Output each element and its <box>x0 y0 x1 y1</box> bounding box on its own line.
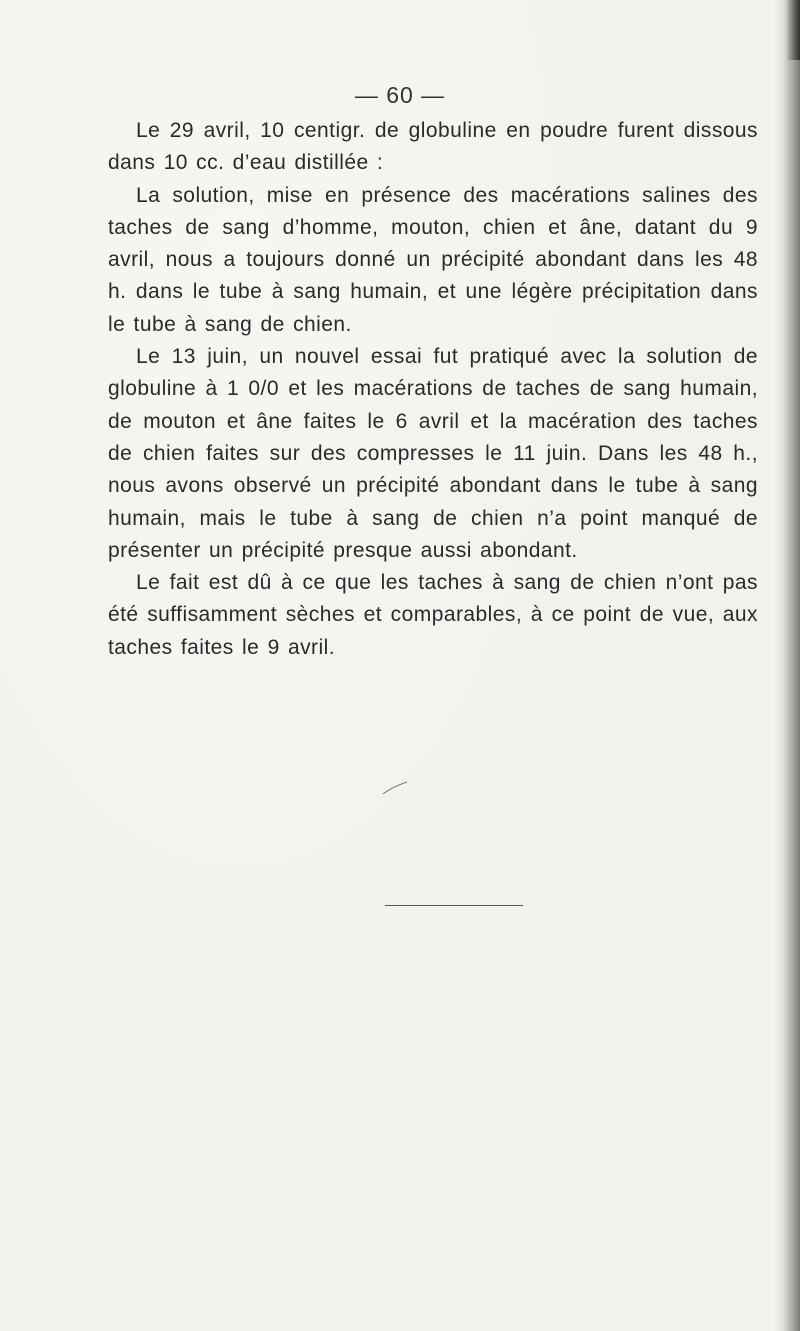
body-text <box>108 115 758 664</box>
page-edge-shadow <box>774 0 800 1331</box>
page-edge-shadow-top <box>786 0 800 60</box>
ink-mark-decoration <box>382 781 408 795</box>
paragraph-1: Le 29 avril, 10 centigr. de globuline en poudre furent dissous dans 10 cc. d’eau distillée : <box>108 119 758 175</box>
page-number: — 60 — <box>354 82 446 108</box>
paragraph-2: La solution, mise en présence des macérations salines des taches de sang d’homme, mouton, chien et âne, datant du 9 avril, nous a toujours donné un précipité abondant dans les 48 h. dans le tube à sang humain, et une légère précipitation dans le tube à sang de chien. <box>108 183 758 336</box>
paragraph-4: Le fait est dû à ce que les taches à sang de chien n’ont pas été suffisamment sèches et comparables, à ce point de vue, aux taches faites le 9 avril. <box>108 571 758 659</box>
section-divider <box>385 905 523 906</box>
paragraph-3: Le 13 juin, un nouvel essai fut pratiqué avec la solution de globuline à 1 0/0 et les macérations de taches de sang humain, de mouton et âne faites le 6 avril et la macération des taches de chien faites sur des compresses le 11 juin. Dans les 48 h., nous avons observé un précipité abondant dans le tube à sang humain, mais le tube à sang de chien n’a point manqué de présenter un précipité presque aussi abondant. <box>108 345 758 562</box>
